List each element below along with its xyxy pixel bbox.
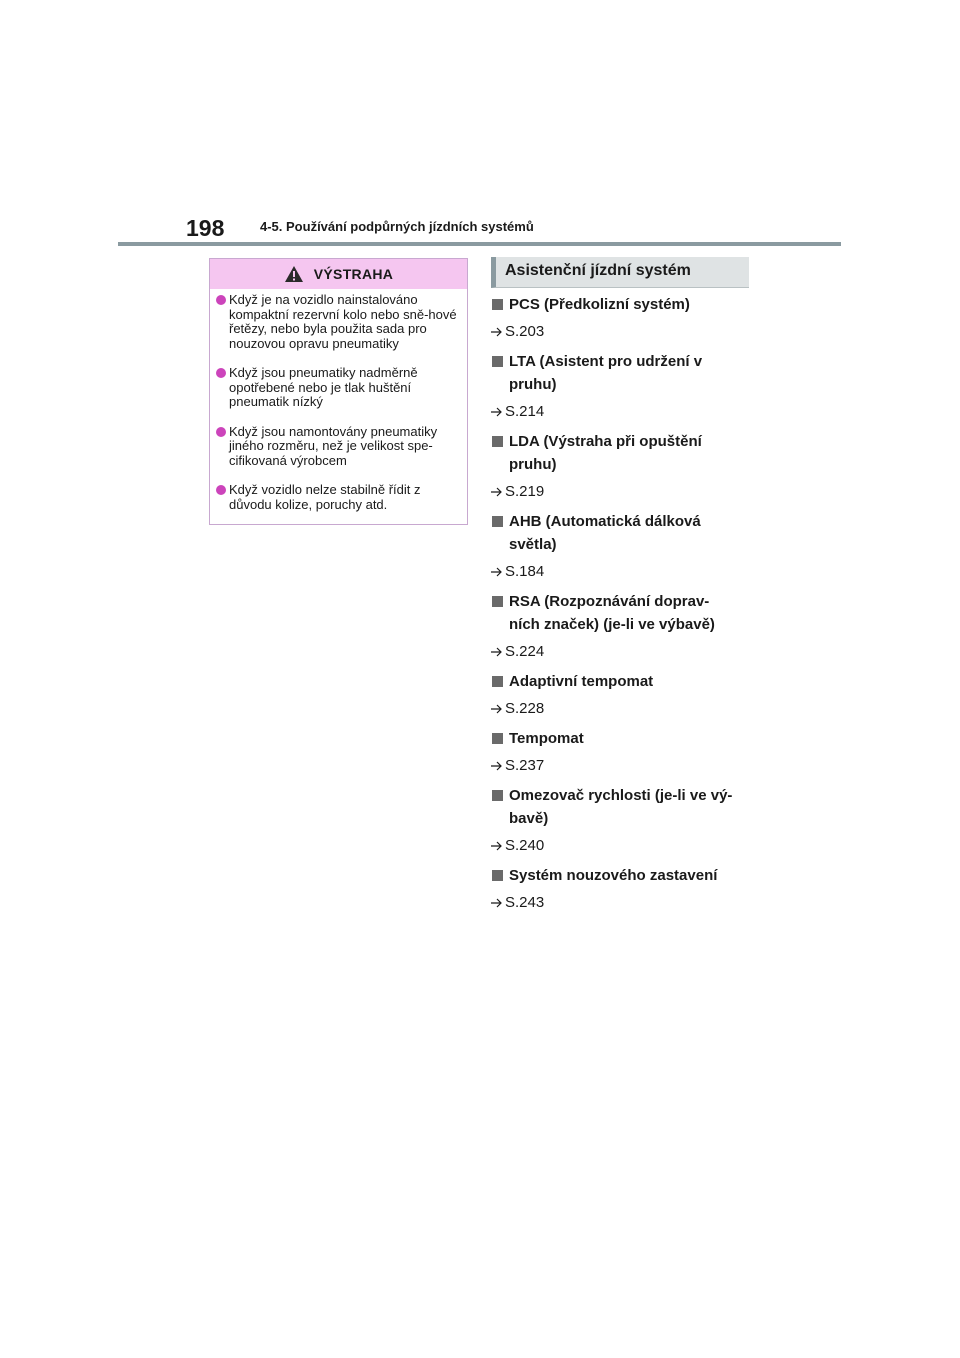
assist-item-title-text: PCS (Předkolizní systém) [509, 296, 690, 313]
assist-item-title [491, 784, 761, 830]
assist-item-ref-text: S.228 [505, 700, 545, 717]
assist-item-title-text: RSA (Rozpoznávání doprav-ních značek) (je-li ve výbavě) [509, 593, 715, 633]
assist-item-title [491, 350, 761, 396]
assist-item-ref-text: S.203 [505, 323, 545, 340]
assist-item-title [491, 510, 761, 556]
square-bullet-icon [492, 733, 503, 744]
warning-title: VÝSTRAHA [313, 266, 394, 282]
assist-item-title-text: Omezovač rychlosti (je-li ve vý-bavě) [509, 787, 733, 827]
square-bullet-icon [492, 676, 503, 687]
bullet-dot-icon [216, 427, 226, 437]
square-bullet-icon [492, 356, 503, 367]
arrow-right-icon [491, 567, 503, 577]
assist-item-title-text: LTA (Asistent pro udržení v pruhu) [509, 353, 703, 393]
page-number: 198 [186, 215, 225, 241]
assist-item [491, 727, 761, 784]
bullet-dot-icon [216, 485, 226, 495]
assist-item-title-text: Tempomat [509, 730, 584, 747]
header-divider [118, 242, 841, 246]
assist-item-ref-text: S.240 [505, 837, 545, 854]
assist-item-ref[interactable] [491, 693, 761, 727]
assist-item [491, 670, 761, 727]
warning-list [210, 289, 467, 512]
assist-item-ref[interactable] [491, 750, 761, 784]
warning-item [216, 483, 461, 512]
square-bullet-icon [492, 436, 503, 447]
assist-item-ref[interactable] [491, 636, 761, 670]
warning-item-text: Když je na vozidlo nainstalováno kompaktní rezervní kolo nebo sně-hové řetězy, nebo byla použita sada pro nouzovou opravu pneumatiky [229, 292, 457, 351]
warning-item-text: Když vozidlo nelze stabilně řídit z důvodu kolize, poruchy atd. [229, 482, 421, 512]
square-bullet-icon [492, 596, 503, 607]
arrow-right-icon [491, 704, 503, 714]
assist-item-title [491, 670, 761, 693]
assist-item [491, 864, 761, 921]
assist-heading: Asistenční jízdní systém [491, 257, 749, 288]
arrow-right-icon [491, 407, 503, 417]
assist-item-title [491, 430, 761, 476]
assist-item-ref-text: S.237 [505, 757, 545, 774]
assist-item-ref[interactable] [491, 556, 761, 590]
square-bullet-icon [492, 516, 503, 527]
arrow-right-icon [491, 898, 503, 908]
assist-item-title [491, 864, 761, 887]
assist-item-title-text: AHB (Automatická dálková světla) [509, 513, 701, 553]
assist-item [491, 430, 761, 510]
square-bullet-icon [492, 870, 503, 881]
bullet-dot-icon [216, 295, 226, 305]
warning-triangle-icon [284, 265, 304, 283]
square-bullet-icon [492, 299, 503, 310]
assist-item-ref[interactable] [491, 476, 761, 510]
assist-item [491, 590, 761, 670]
warning-header [210, 259, 467, 289]
assist-item [491, 510, 761, 590]
assist-item-title-text: LDA (Výstraha při opuštění pruhu) [509, 433, 702, 473]
square-bullet-icon [492, 790, 503, 801]
warning-item [216, 425, 461, 469]
assist-item-ref-text: S.224 [505, 643, 545, 660]
warning-item [216, 293, 461, 351]
section-title: 4-5. Používání podpůrných jízdních systémů [260, 219, 534, 234]
arrow-right-icon [491, 327, 503, 337]
assist-item-ref[interactable] [491, 887, 761, 921]
warning-item-text: Když jsou namontovány pneumatiky jiného rozměru, než je velikost spe-cifikovaná výrobcem [229, 423, 438, 468]
bullet-dot-icon [216, 368, 226, 378]
assist-item [491, 350, 761, 430]
arrow-right-icon [491, 761, 503, 771]
arrow-right-icon [491, 487, 503, 497]
warning-item [216, 366, 461, 410]
assist-item [491, 293, 761, 350]
assist-item-title [491, 590, 761, 636]
assist-item-ref-text: S.219 [505, 483, 545, 500]
assist-item-ref[interactable] [491, 830, 761, 864]
assist-item-title-text: Systém nouzového zastavení [509, 867, 718, 884]
assist-item-ref[interactable] [491, 396, 761, 430]
assist-item-ref-text: S.243 [505, 894, 545, 911]
assist-item-title-text: Adaptivní tempomat [509, 673, 654, 690]
assist-item [491, 784, 761, 864]
assist-item-title [491, 293, 761, 316]
assist-item-ref[interactable] [491, 316, 761, 350]
assist-item-ref-text: S.214 [505, 403, 545, 420]
assist-item-title [491, 727, 761, 750]
warning-box [209, 258, 468, 525]
assist-list [491, 293, 761, 921]
arrow-right-icon [491, 841, 503, 851]
warning-item-text: Když jsou pneumatiky nadměrně opotřebené nebo je tlak huštění pneumatik nízký [229, 365, 418, 409]
assist-item-ref-text: S.184 [505, 563, 545, 580]
arrow-right-icon [491, 647, 503, 657]
